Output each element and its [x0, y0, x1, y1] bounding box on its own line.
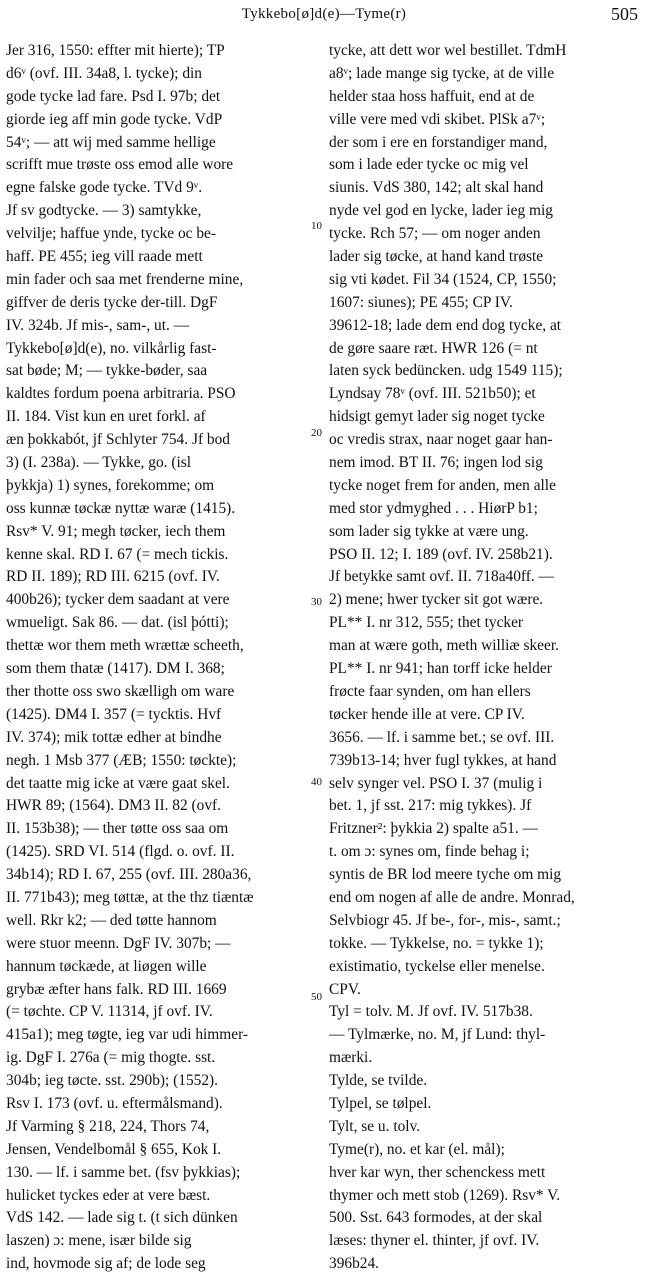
text-line: sig vti kødet. Fil 34 (1524, CP, 1550; [329, 270, 557, 288]
text-line: 396b24. [329, 1255, 380, 1273]
text-line: PL** I. nr 941; han torff icke helder [329, 660, 552, 678]
text-line: hver kar wyn, ther schenckess mett [329, 1163, 546, 1181]
text-line: Tyme(r), no. et kar (el. mål); [329, 1140, 505, 1158]
text-line: laszen) ɔ: mene, især bilde sig [6, 1232, 192, 1250]
text-line: d6ᵛ (ovf. III. 34a8, l. tycke); din [6, 64, 202, 82]
text-line: Jensen, Vendelbomål § 655, Kok I. [6, 1140, 222, 1158]
text-line: laten syck bedüncken. udg 1549 115); [329, 362, 563, 380]
text-line: frøcte faar synden, om han ellers [329, 682, 531, 700]
text-line: siunis. VdS 380, 142; alt skal hand [329, 179, 544, 197]
line-number: 40 [311, 776, 322, 788]
text-line: haff. PE 455; ieg vill raade mett [6, 248, 203, 266]
text-line: kaldtes fordum poena arbitraria. PSO [6, 385, 236, 403]
text-line: existimatio, tyckelse eller menelse. [329, 957, 545, 975]
text-line: Tylde, se tvilde. [329, 1072, 428, 1090]
line-number: 20 [311, 427, 322, 439]
text-line: 34b14); RD I. 67, 255 (ovf. III. 280a36, [6, 866, 252, 884]
text-line: Tyl = tolv. M. Jf ovf. IV. 517b38. [329, 1003, 533, 1021]
right-column [329, 40, 644, 1276]
text-line: oc vredis strax, naar noget gaar han- [329, 431, 553, 449]
running-head: Tykkebo[ø]d(e)—Tyme(r) [241, 6, 407, 22]
text-line: negh. 1 Msb 377 (ÆB; 1550: tøckte); [6, 751, 237, 769]
text-line: 3) (I. 238a). — Tykke, go. (isl [6, 454, 192, 472]
text-line: hidsigt gemyt lader sig noget tycke [329, 408, 545, 426]
text-line: 130. — lf. i samme bet. (fsv þykkias); [6, 1163, 241, 1181]
text-line: þykkja) 1) synes, forekomme; om [6, 476, 215, 494]
text-line: ville vere med vdi skibet. PlSk a7ᵛ; [329, 110, 546, 128]
text-line: HWR 89; (1564). DM3 II. 82 (ovf. [6, 797, 222, 815]
text-line: IV. 374); mik tottæ edher at bindhe [6, 728, 222, 746]
text-line: tøcker hende ille at vere. CP IV. [329, 705, 525, 723]
text-line: (1425). SRD VI. 514 (flgd. o. ovf. II. [6, 843, 235, 861]
text-line: RD II. 189); RD III. 6215 (ovf. IV. [6, 568, 220, 586]
text-line: som i lade eder tycke oc mig vel [329, 156, 529, 174]
text-line: II. 153b38); — ther tøtte oss saa om [6, 820, 229, 838]
text-line: mærki. [329, 1049, 373, 1067]
text-line: II. 184. Vist kun en uret forkl. af [6, 408, 206, 426]
text-line: nyde vel god en lycke, lader ieg mig [329, 202, 553, 220]
text-line: 304b; ieg tøcte. sst. 290b); (1552). [6, 1072, 219, 1090]
text-line: Jf sv godtycke. — 3) samtykke, [6, 202, 202, 220]
text-line: Jer 316, 1550: effter mit hierte); TP [6, 42, 225, 59]
text-line: giffver de deris tycke der-till. DgF [6, 293, 218, 311]
text-line: 739b13-14; hver fugl tykkes, at hand [329, 751, 557, 769]
text-line: helder staa hoss haffuit, end at de [329, 87, 535, 105]
text-line: tokke. — Tykkelse, no. = tykke 1); [329, 934, 544, 952]
text-line: Selvbiogr 45. Jf be-, for-, mis-, samt.; [329, 911, 561, 929]
text-line: læses: thyner el. thinter, jf ovf. IV. [329, 1232, 540, 1250]
text-line: 415a1); meg tøgte, ieg var udi himmer- [6, 1026, 249, 1044]
text-line: PSO II. 12; I. 189 (ovf. IV. 258b21). [329, 545, 553, 563]
text-line: Rsv* V. 91; megh tøcker, iech them [6, 522, 226, 540]
text-line: tycke noget frem for anden, men alle [329, 476, 556, 494]
text-line: — Tylmærke, no. M, jf Lund: thyl- [329, 1026, 546, 1044]
page-header [0, 4, 648, 30]
text-line: were stuor meenn. DgF IV. 307b; — [6, 934, 231, 952]
text-line: Tykkebo[ø]d(e), no. vilkårlig fast- [6, 339, 217, 357]
text-line: tycke, att dett wor wel bestillet. TdmH [329, 42, 567, 59]
text-line: hannum tøckæde, at liøgen wille [6, 957, 207, 975]
text-line: som them thatæ (1417). DM I. 368; [6, 660, 225, 678]
text-line: kenne skal. RD I. 67 (= mech tickis. [6, 545, 229, 563]
text-line: ther thotte oss swo skælligh om ware [6, 682, 235, 700]
text-line: Jf betykke samt ovf. II. 718a40ff. — [329, 568, 554, 586]
text-line: sat bøde; M; — tykke-bøder, saa [6, 362, 208, 380]
text-line: man at wære goth, meth williæ skeer. [329, 637, 559, 655]
text-line: ig. DgF I. 276a (= mig thogte. sst. [6, 1049, 216, 1067]
text-line: IV. 324b. Jf mis-, sam-, ut. — [6, 316, 190, 334]
text-line: VdS 142. — lade sig t. (t sich dünken [6, 1209, 238, 1227]
text-line: scrifft mue trøste oss emod alle wore [6, 156, 234, 174]
text-line: (= tøchte. CP V. 11314, jf ovf. IV. [6, 1003, 213, 1021]
text-line: oss kunnæ tøckæ nyttæ waræ (1415). [6, 499, 236, 517]
text-line: thettæ wor them meth wrættæ scheeth, [6, 637, 244, 655]
text-line: som lader sig tykke at være ung. [329, 522, 529, 540]
text-line: bet. 1, jf sst. 217: mig tykkes). Jf [329, 797, 532, 815]
text-line: PL** I. nr 312, 555; thet tycker [329, 614, 524, 632]
text-line: 1607: siunes); PE 455; CP IV. [329, 293, 513, 311]
text-line: Lyndsay 78ᵛ (ovf. III. 521b50); et [329, 385, 536, 403]
text-line: 3656. — lf. i samme bet.; se ovf. III. [329, 728, 555, 746]
text-line: thymer och mett stob (1269). Rsv* V. [329, 1186, 561, 1204]
text-line: well. Rkr k2; — ded tøtte hannom [6, 911, 217, 929]
text-line: hulicket tyckes eder at vere bæst. [6, 1186, 211, 1204]
text-line: gode tycke lad fare. Psd I. 97b; det [6, 87, 221, 105]
text-line: 500. Sst. 643 formodes, at der skal [329, 1209, 543, 1227]
text-line: a8ᵛ; lade mange sig tycke, at de ville [329, 64, 555, 82]
text-line: lader sig tøcke, at hand kand trøste [329, 248, 544, 266]
text-line: det taatte mig icke at være gaat skel. [6, 774, 230, 792]
line-number: 50 [311, 991, 322, 1003]
text-line: 400b26); tycker dem saadant at vere [6, 591, 230, 609]
text-line: 39612-18; lade dem end dog tycke, at [329, 316, 562, 334]
text-line: Rsv I. 173 (ovf. u. eftermålsmand). [6, 1094, 223, 1112]
left-column [6, 40, 310, 1276]
text-line: med stor ydmyghed . . . HiørP b1; [329, 499, 538, 517]
text-line: selv synger vel. PSO I. 37 (mulig i [329, 774, 543, 792]
text-line: tycke. Rch 57; — om noger anden [329, 225, 541, 243]
text-line: Fritzner²: þykkia 2) spalte a51. — [329, 820, 538, 838]
text-line: grybæ æfter hans falk. RD III. 1669 [6, 980, 227, 998]
text-line: syntis de BR lod meere tyche om mig [329, 866, 562, 884]
line-number: 30 [311, 596, 322, 608]
text-line: Tylt, se u. tolv. [329, 1117, 421, 1135]
text-line: egne falske gode tycke. TVd 9ᵛ. [6, 179, 203, 197]
text-line: CPV. [329, 980, 361, 998]
text-line: Jf Varming § 218, 224, Thors 74, [6, 1117, 210, 1135]
line-number: 10 [311, 220, 322, 232]
text-line: ind, hovmode sig af; de lode seg [6, 1255, 206, 1273]
text-line: de gøre saare ræt. HWR 126 (= nt [329, 339, 538, 357]
text-line: t. om ɔ: synes om, finde behag i; [329, 843, 530, 861]
page-number: 505 [611, 4, 638, 24]
text-line: Tylpel, se tølpel. [329, 1094, 432, 1112]
text-line: der som i ere en forstandiger mand, [329, 133, 548, 151]
text-line: giorde ieg aff min gode tycke. VdP [6, 110, 223, 128]
text-line: min fader och saa met frenderne mine, [6, 270, 244, 288]
text-line: nem imod. BT II. 76; ingen lod sig [329, 454, 543, 472]
text-line: velvilje; haffue ynde, tycke oc be- [6, 225, 216, 243]
text-line: II. 771b43); meg tøttæ, at the thz tiæntæ [6, 888, 254, 906]
text-line: (1425). DM4 I. 357 (= tycktis. Hvf [6, 705, 222, 723]
text-line: wmueligt. Sak 86. — dat. (isl þótti); [6, 614, 229, 632]
text-line: æn þokkabót, jf Schlyter 754. Jf bod [6, 431, 230, 449]
text-line: end om nogen af alle de andre. Monrad, [329, 888, 575, 906]
text-line: 2) mene; hwer tycker sit got wære. [329, 591, 544, 609]
text-line: 54ᵛ; — att wij med samme hellige [6, 133, 216, 151]
